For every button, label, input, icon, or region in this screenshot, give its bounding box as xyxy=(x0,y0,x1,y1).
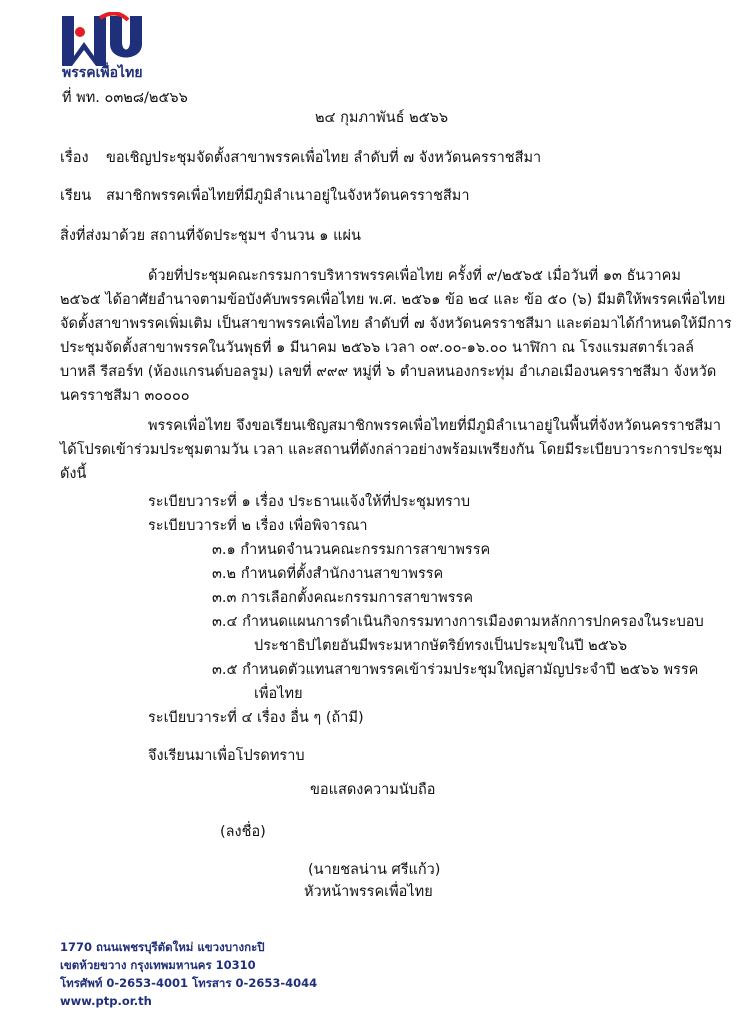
paragraph-line: พรรคเพื่อไทย จึงขอเรียนเชิญสมาชิกพรรคเพื่อไทยที่มีภูมิลำเนาอยู่ในพื้นที่จังหวัดนครราชสีมา xyxy=(148,418,721,434)
party-name-logo-text: พรรคเพื่อไทย xyxy=(62,65,143,81)
subject-label: เรื่อง xyxy=(60,150,89,166)
paragraph-line: จัดตั้งสาขาพรรคเพิ่มเติม เป็นสาขาพรรคเพื่อไทย ลำดับที่ ๗ จังหวัดนครราชสีมา และต่อมาได้กำหนดให้มีการ xyxy=(60,316,732,332)
paragraph-line: ด้วยที่ประชุมคณะกรรมการบริหารพรรคเพื่อไทย ครั้งที่ ๙/๒๕๖๕ เมื่อวันที่ ๑๓ ธันวาคม xyxy=(148,268,681,284)
footer-address xyxy=(60,938,317,1010)
agenda-sub-item-3-5: ๓.๕ กำหนดตัวแทนสาขาพรรคเข้าร่วมประชุมใหญ่สามัญประจำปี ๒๕๖๖ พรรค xyxy=(212,662,699,678)
paragraph-line: บาหลี รีสอร์ท (ห้องแกรนด์บอลรูม) เลขที่ ๙๙๙ หมู่ที่ ๖ ตำบลหนองกระทุ่ม อำเภอเมืองนครราชสีมา จังหวัด xyxy=(60,364,717,380)
document-reference: ที่ พท. ๐๓๒๘/๒๕๖๖ xyxy=(62,90,188,106)
footer-phone-line: โทรศัพท์ 0-2653-4001 โทรสาร 0-2653-4044 xyxy=(60,976,318,990)
signed-label: (ลงชื่อ) xyxy=(220,824,266,840)
enclosure-label: สิ่งที่ส่งมาด้วย xyxy=(60,228,146,244)
subject-text: ขอเชิญประชุมจัดตั้งสาขาพรรคเพื่อไทย ลำดับที่ ๗ จังหวัดนครราชสีมา xyxy=(106,150,542,166)
recipient-text: สมาชิกพรรคเพื่อไทยที่มีภูมิลำเนาอยู่ในจังหวัดนครราชสีมา xyxy=(106,188,470,204)
agenda-sub-item-3-4: ๓.๔ กำหนดแผนการดำเนินกิจกรรมทางการเมืองตามหลักการปกครองในระบอบ xyxy=(212,614,704,630)
enclosure-text: สถานที่จัดประชุมฯ จำนวน ๑ แผ่น xyxy=(150,228,361,244)
signatory-name: (นายชลน่าน ศรีแก้ว) xyxy=(308,862,441,878)
recipient-label: เรียน xyxy=(60,188,92,204)
paragraph-line: ได้โปรดเข้าร่วมประชุมตามวัน เวลา และสถานที่ดังกล่าวอย่างพร้อมเพรียงกัน โดยมีระเบียบวาระการประชุม xyxy=(60,442,723,458)
signatory-position: หัวหน้าพรรคเพื่อไทย xyxy=(304,884,433,900)
paragraph-line: ๒๕๖๕ ได้อาศัยอำนาจตามข้อบังคับพรรคเพื่อไทย พ.ศ. ๒๕๖๑ ข้อ ๒๔ และ ข้อ ๕๐ (๖) มีมติให้พรรคเพื่อไทย xyxy=(60,292,726,308)
paragraph-line: ดังนี้ xyxy=(60,466,87,482)
agenda-item-1: ระเบียบวาระที่ ๑ เรื่อง ประธานแจ้งให้ที่ประชุมทราบ xyxy=(148,494,471,510)
agenda-sub-item-3-4-continued: ประชาธิปไตยอันมีพระมหากษัตริย์ทรงเป็นประมุขในปี ๒๕๖๖ xyxy=(254,638,628,654)
agenda-sub-item-3-3: ๓.๓ การเลือกตั้งคณะกรรมการสาขาพรรค xyxy=(212,590,474,606)
closing-text: จึงเรียนมาเพื่อโปรดทราบ xyxy=(148,748,305,764)
body-paragraph-2 xyxy=(60,414,723,486)
paragraph-line: นครราชสีมา ๓๐๐๐๐ xyxy=(60,388,190,404)
regards-text: ขอแสดงความนับถือ xyxy=(310,782,436,798)
agenda-sub-item-3-2: ๓.๒ กำหนดที่ตั้งสำนักงานสาขาพรรค xyxy=(212,566,444,582)
footer-address-line: เขตห้วยขวาง กรุงเทพมหานคร 10310 xyxy=(60,958,256,972)
footer-address-line: 1770 ถนนเพชรบุรีตัดใหม่ แขวงบางกะปิ xyxy=(60,940,265,954)
agenda-sub-item-3-1: ๓.๑ กำหนดจำนวนคณะกรรมการสาขาพรรค xyxy=(212,542,491,558)
agenda-item-4: ระเบียบวาระที่ ๔ เรื่อง อื่น ๆ (ถ้ามี) xyxy=(148,710,364,726)
agenda-sub-item-3-5-continued: เพื่อไทย xyxy=(254,686,303,702)
paragraph-line: ประชุมจัดตั้งสาขาพรรคในวันพุธที่ ๑ มีนาคม ๒๕๖๖ เวลา ๐๙.๐๐-๑๖.๐๐ นาฬิกา ณ โรงแรมสตาร์เวลล์ xyxy=(60,340,694,356)
document-date: ๒๔ กุมภาพันธ์ ๒๕๖๖ xyxy=(315,110,449,126)
body-paragraph-1 xyxy=(60,264,732,408)
agenda-item-2: ระเบียบวาระที่ ๒ เรื่อง เพื่อพิจารณา xyxy=(148,518,368,534)
footer-website-link[interactable]: www.ptp.or.th xyxy=(60,994,152,1008)
